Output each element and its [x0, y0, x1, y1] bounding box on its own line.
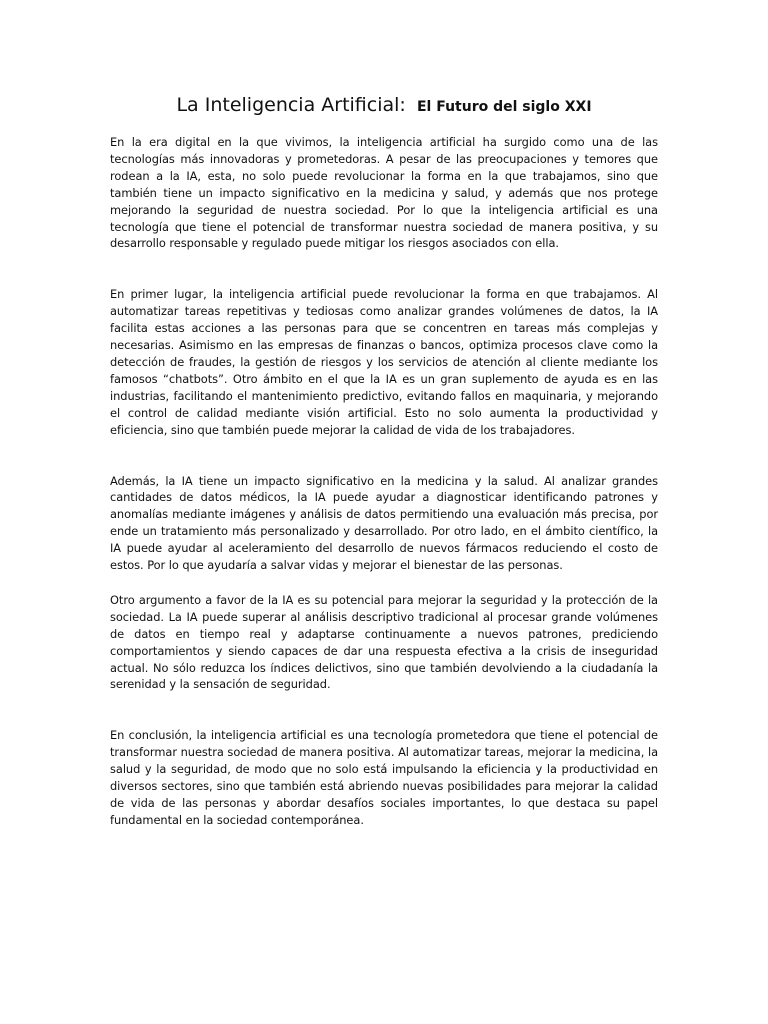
paragraph-work: En primer lugar, la inteligencia artificial puede revolucionar la forma en que trabajamos. Al automatizar tareas repetitivas y tediosas como analizar grandes volúmenes de datos, la IA facilita estas acciones a las personas para que se concentren en tareas más complejas y necesarias. Asimismo en las empresas de finanzas o bancos, optimiza procesos clave como la detección de fraudes, la gestión de riesgos y los servicios de atención al cliente mediante los famosos “chatbots”. Otro ámbito en el que la IA es un gran suplemento de ayuda es en las industrias, facilitando el mantenimiento predictivo, evitando fallos en maquinaria, y mejorando el control de calidad mediante visión artificial. Esto no solo aumenta la productividad y eficiencia, sino que también puede mejorar la calidad de vida de los trabajadores.: [110, 287, 658, 437]
paragraph-medicine: Además, la IA tiene un impacto significativo en la medicina y la salud. Al analizar grandes cantidades de datos médicos, la IA puede ayudar a diagnosticar identificando patrones y anomalías mediante imágenes y análisis de datos permitiendo una evaluación más precisa, por ende un tratamiento más personalizado y desarrollado. Por otro lado, en el ámbito científico, la IA puede ayudar al aceleramiento del desarrollo de nuevos fármacos reduciendo el costo de estos. Por lo que ayudaría a salvar vidas y mejorar el bienestar de las personas.: [110, 473, 658, 573]
document-title: [110, 86, 658, 121]
paragraph-security: Otro argumento a favor de la IA es su potencial para mejorar la seguridad y la protección de la sociedad. La IA puede superar al análisis descriptivo tradicional al procesar grande volúmenes de datos en tiempo real y adaptarse continuamente a nuevos patrones, prediciendo comportamientos y siendo capaces de dar una respuesta efectiva a la crisis de inseguridad actual. No sólo reduzca los índices delictivos, sino que también devolviendo a la ciudadanía la serenidad y la sensación de seguridad.: [110, 592, 658, 692]
title-subtitle: El Futuro del siglo XXI: [416, 99, 592, 115]
paragraph-introduction: En la era digital en la que vivimos, la inteligencia artificial ha surgido como una de las tecnologías más innovadoras y prometedoras. A pesar de las preocupaciones y temores que rodean a la IA, esta, no solo puede revolucionar la forma en la que trabajamos, sino que también tiene un impacto significativo en la medicina y salud, y además que nos protege mejorando la seguridad de nuestra sociedad. Por lo que la inteligencia artificial es una tecnología que tiene el potencial de transformar nuestra sociedad de manera positiva, y su desarrollo responsable y regulado puede mitigar los riesgos asociados con ella.: [110, 135, 658, 251]
paragraph-conclusion: En conclusión, la inteligencia artificial es una tecnología prometedora que tiene el potencial de transformar nuestra sociedad de manera positiva. Al automatizar tareas, mejorar la medicina, la salud y la seguridad, de modo que no solo está impulsando la eficiencia y la productividad en diversos sectores, sino que también está abriendo nuevas posibilidades para mejorar la calidad de vida de las personas y abordar desafíos sociales importantes, lo que destaca su papel fundamental en la sociedad contemporánea.: [110, 728, 658, 827]
document-page: [110, 86, 658, 829]
title-main: La Inteligencia Artificial:: [176, 94, 406, 116]
